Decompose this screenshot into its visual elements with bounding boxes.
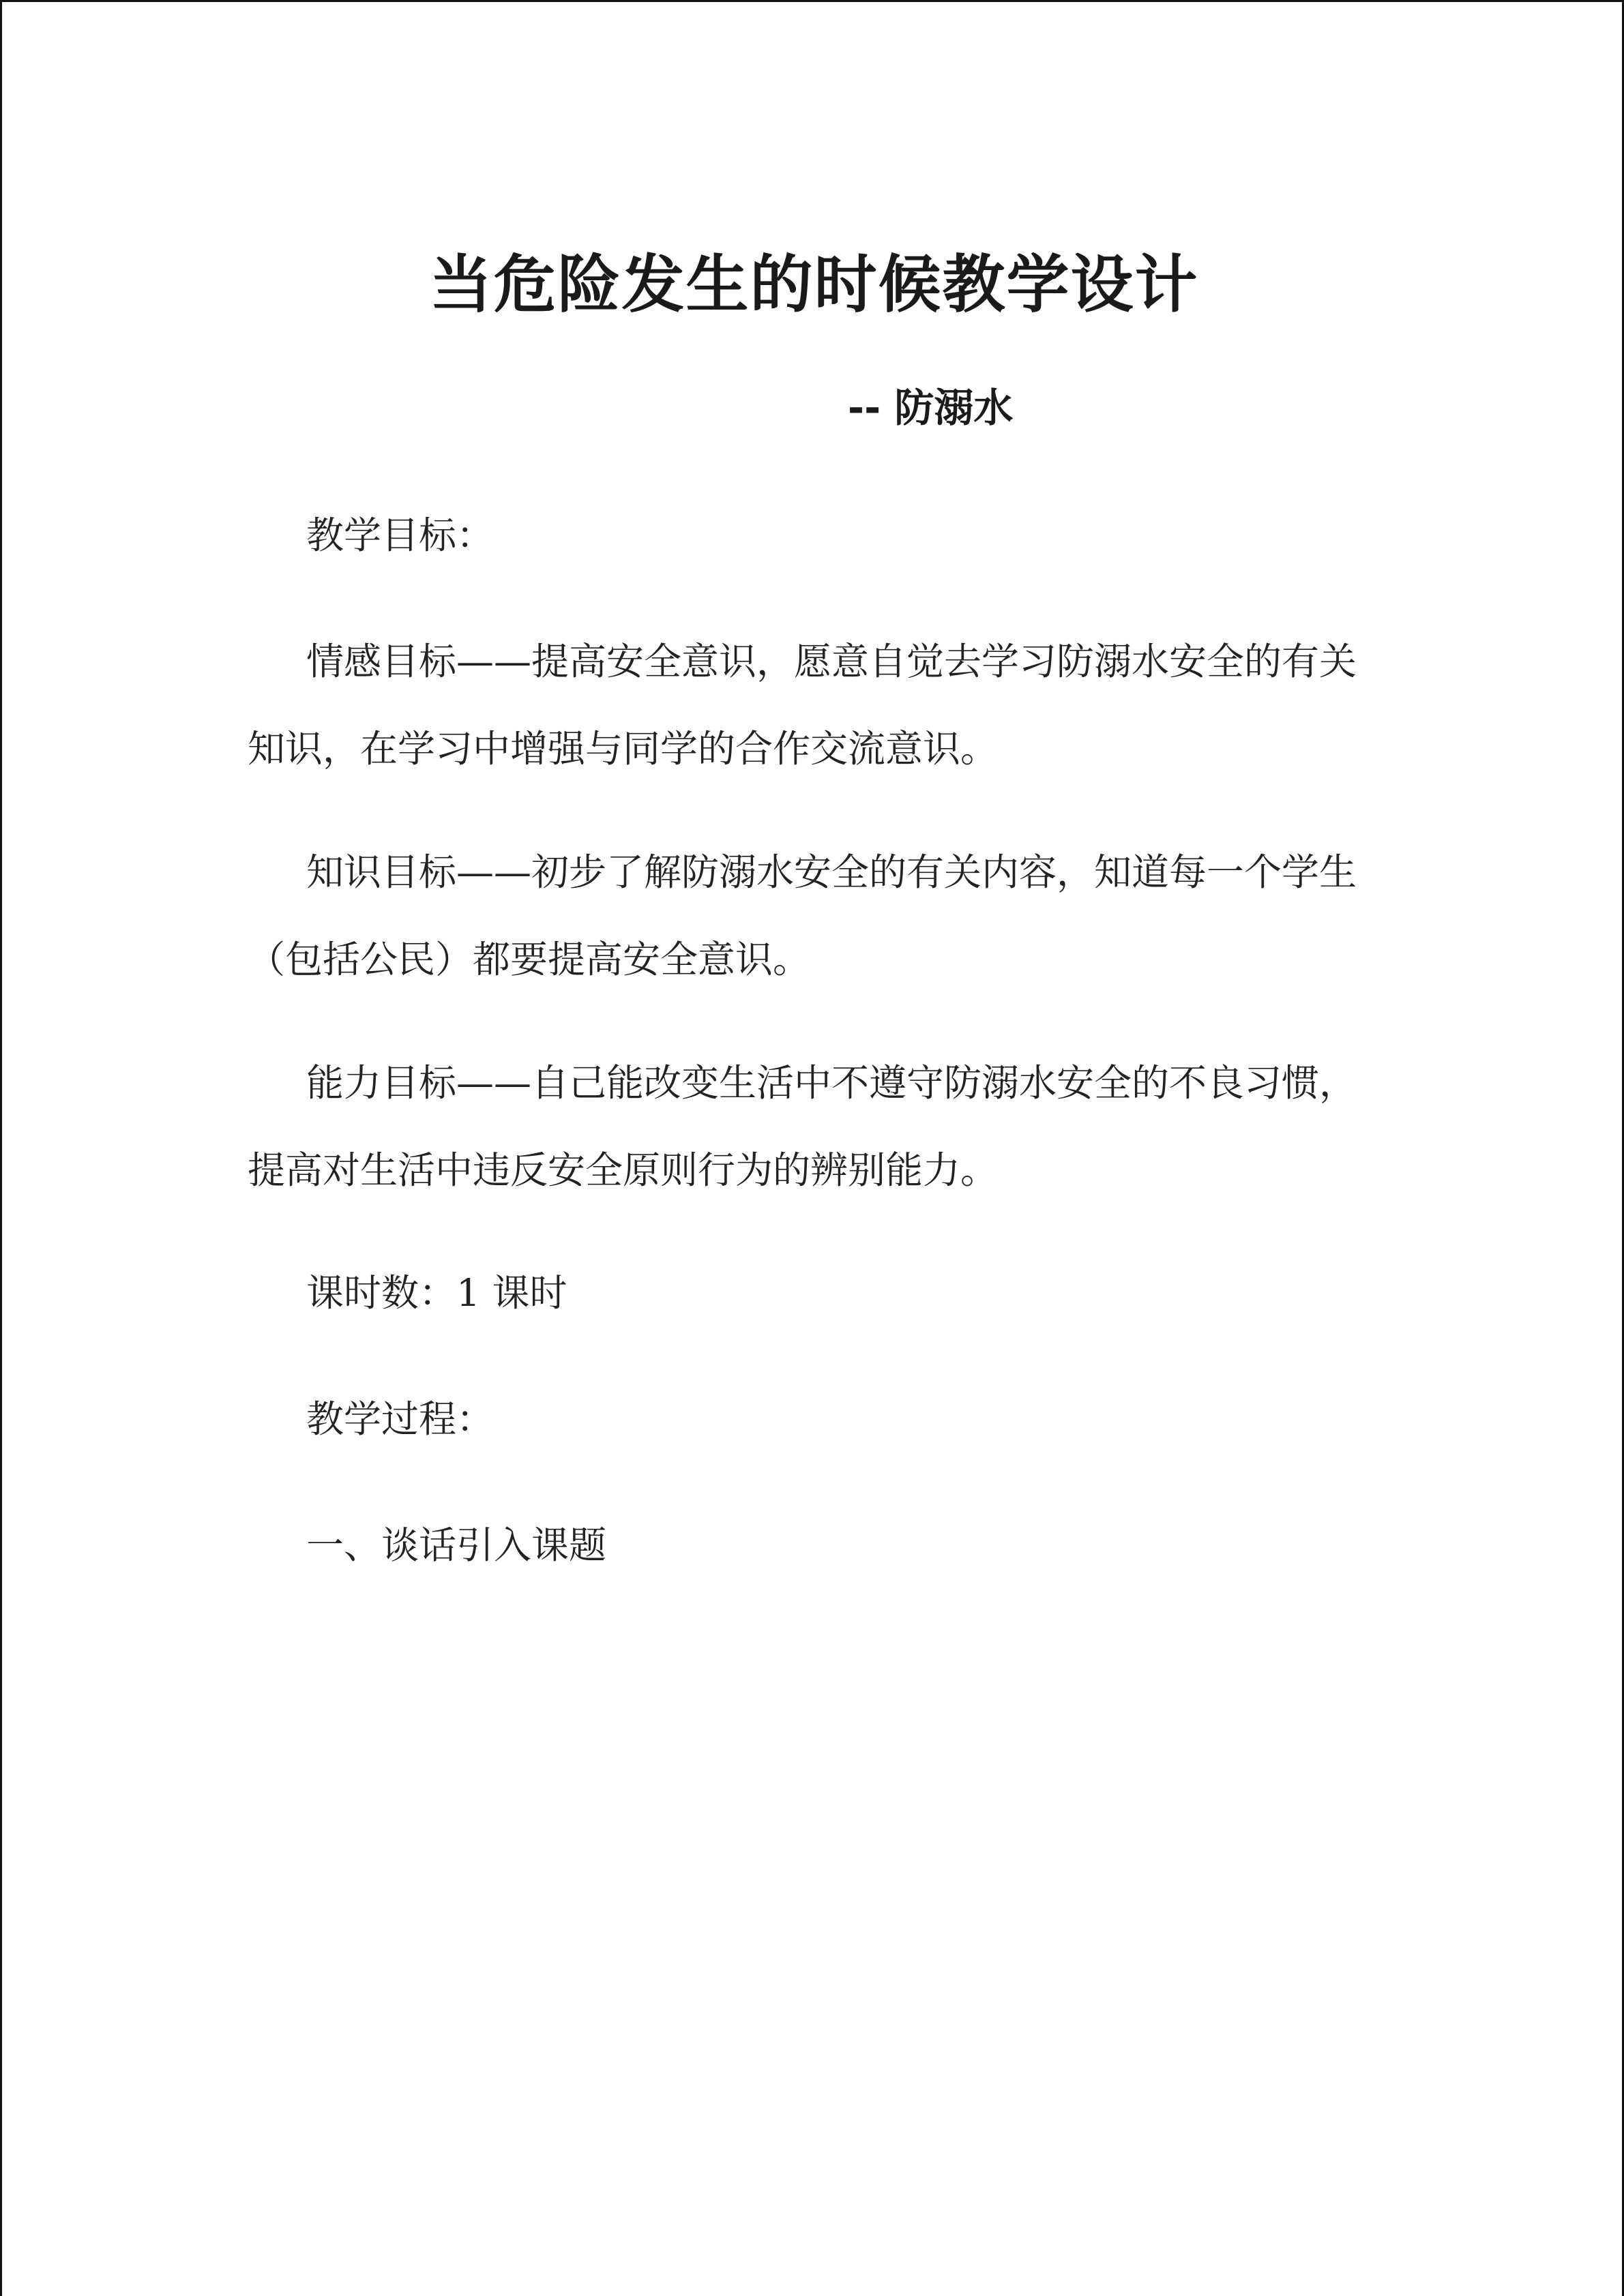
paragraph-line: 知识，在学习中增强与同学的合作交流意识。 (248, 727, 999, 771)
paragraph-line: 课时数：1 课时 (306, 1271, 567, 1315)
paragraph-line: 教学过程： (306, 1397, 494, 1441)
document-subtitle: -- 防溺水 (848, 385, 1014, 431)
paragraph-line: 情感目标——提高安全意识，愿意自觉去学习防溺水安全的有关 (306, 640, 1357, 683)
paragraph-line: 提高对生活中违反安全原则行为的辨别能力。 (248, 1148, 999, 1192)
emotional-objective-paragraph (248, 618, 1380, 792)
paragraph-line: 能力目标——自己能改变生活中不遵守防溺水安全的不良习惯， (306, 1061, 1357, 1105)
class-hours-line (248, 1249, 1380, 1337)
knowledge-objective-paragraph (248, 829, 1380, 1003)
ability-objective-paragraph (248, 1039, 1380, 1214)
document-title: 当危险发生的时候教学设计 (429, 248, 1199, 321)
paragraph-line: 一、谈话引入课题 (306, 1523, 607, 1567)
paragraph-line: 知识目标——初步了解防溺水安全的有关内容，知道每一个学生 (306, 850, 1357, 894)
teaching-process-heading (248, 1375, 1380, 1463)
paragraph-line: 教学目标： (306, 513, 494, 557)
paragraph-line: （包括公民）都要提高安全意识。 (248, 938, 811, 981)
section-one-heading (248, 1502, 1380, 1589)
teaching-objectives-heading (248, 492, 1380, 579)
